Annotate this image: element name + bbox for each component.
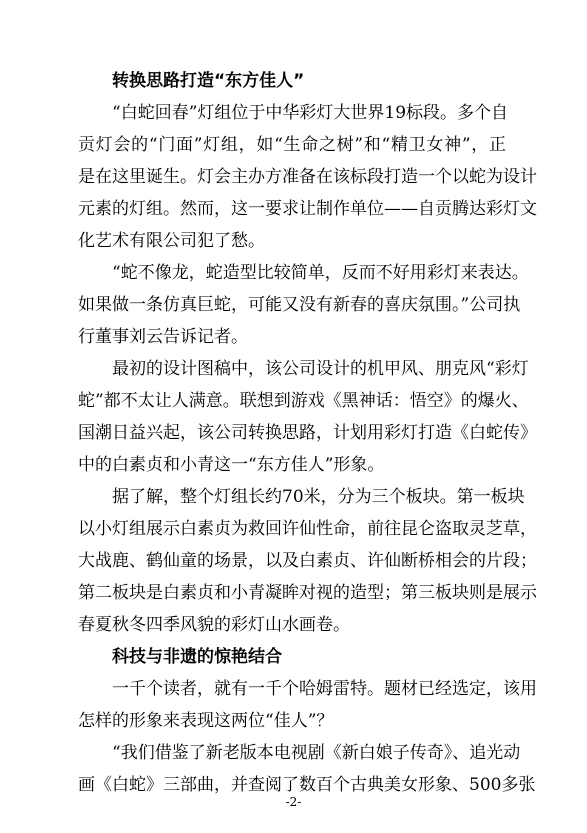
paragraph-line: 春夏秋冬四季风貌的彩灯山水画卷。 xyxy=(78,615,350,635)
paragraph-line: 第二板块是白素贞和小青凝眸对视的造型；第三板块则是展示 xyxy=(78,583,537,603)
section-heading-tech-heritage: 科技与非遗的惊艳结合 xyxy=(112,647,282,667)
paragraph-line: 大战鹿、鹤仙童的场景，以及白素贞、许仙断桥相会的片段； xyxy=(78,551,537,571)
paragraph-line: 蛇”都不太让人满意。联想到游戏《黑神话：悟空》的爆火、 xyxy=(78,391,529,411)
paragraph-line: 据了解，整个灯组长约70米，分为三个板块。第一板块 xyxy=(112,487,525,507)
paragraph-line: 元素的灯组。然而，这一要求让制作单位——自贡腾达彩灯文 xyxy=(78,199,537,219)
paragraph-line: “蛇不像龙，蛇造型比较简单，反而不好用彩灯来表达。 xyxy=(112,263,529,283)
paragraph-line: 行董事刘云告诉记者。 xyxy=(78,327,248,347)
paragraph-line: “我们借鉴了新老版本电视剧《新白娘子传奇》、追光动 xyxy=(112,743,521,763)
paragraph-line: 画《白蛇》三部曲，并查阅了数百个古典美女形象、500多张 xyxy=(78,775,536,795)
paragraph-line: 中的白素贞和小青这一“东方佳人”形象。 xyxy=(78,455,385,475)
paragraph-line: 化艺术有限公司犯了愁。 xyxy=(78,231,265,251)
page-number: -2- xyxy=(285,795,302,809)
paragraph-line: 如果做一条仿真巨蛇，可能又没有新春的喜庆氛围。”公司执 xyxy=(78,295,521,315)
section-heading-east-beauty: 转换思路打造“东方佳人” xyxy=(112,71,305,91)
paragraph-line: 以小灯组展示白素贞为救回许仙性命，前往昆仑盗取灵芝草， xyxy=(78,519,537,539)
paragraph-line: “白蛇回春”灯组位于中华彩灯大世界19标段。多个自 xyxy=(112,103,509,123)
paragraph-line: 最初的设计图稿中，该公司设计的机甲风、朋克风“彩灯 xyxy=(112,359,529,379)
paragraph-line: 贡灯会的“门面”灯组，如“生命之树”和“精卫女神”，正 xyxy=(78,135,506,155)
paragraph-line: 是在这里诞生。灯会主办方准备在该标段打造一个以蛇为设计 xyxy=(78,167,537,187)
paragraph-line: 一千个读者，就有一千个哈姆雷特。题材已经选定，该用 xyxy=(112,679,537,699)
paragraph-line: 怎样的形象来表现这两位“佳人”？ xyxy=(78,711,334,731)
paragraph-line: 国潮日益兴起，该公司转换思路，计划用彩灯打造《白蛇传》 xyxy=(78,423,537,443)
